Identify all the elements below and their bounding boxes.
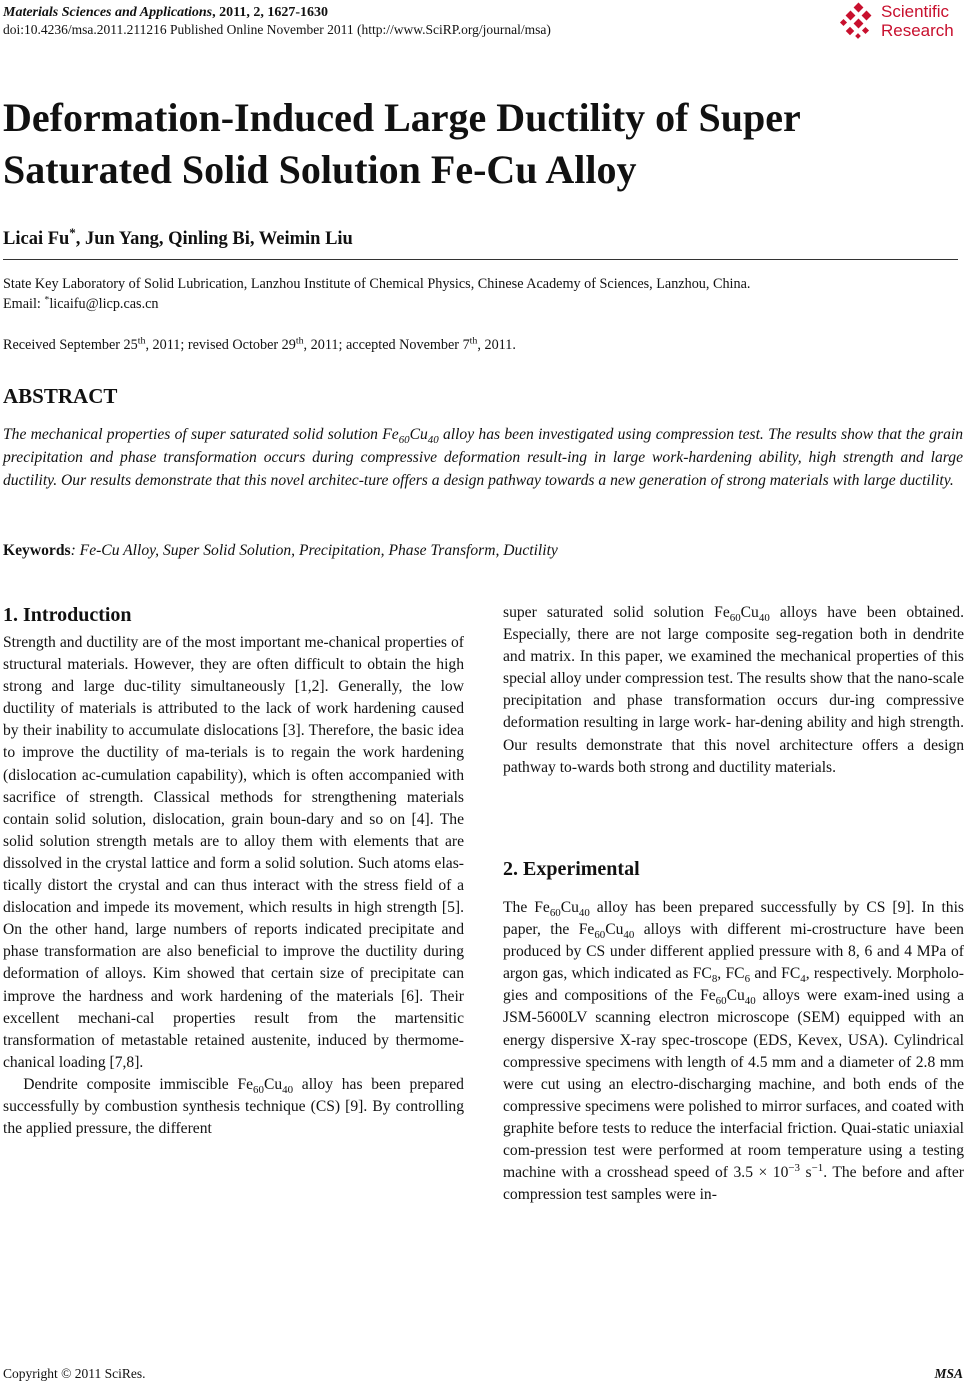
publisher-logo: [839, 2, 963, 42]
logo-wordmark: Scientific Research: [881, 2, 954, 40]
affiliation: State Key Laboratory of Solid Lubrication, Lanzhou Institute of Chemical Physics, Chinese Academy of Sciences, Lanzhou, China. Email: *licaifu@licp.cas.cn: [3, 274, 963, 314]
keywords: Keywords: Fe-Cu Alloy, Super Solid Solution, Precipitation, Phase Transform, Ductility: [3, 542, 558, 559]
intro-paragraph-1: Strength and ductility are of the most important me-chanical properties of structural materials. However, they are often difficult to obtain the high strong and large duc-tility simultaneously [1,2]. Generally, the low ductility of materials is attributed to the lack of work hardening caused by their inability to accumulate dislocations [3]. Therefore, the basic idea to improve the ductility of ma-terials is to regain the work hardening (dislocation ac-cumulation capability), which is often accompanied with sacrifice of strength. Classical methods for strengthening materials contain solid solution, dislocation, grain boun-dary and so on [4]. The solid solution strength metals are to alloy them with elements that are dissolved in the crystal lattice and form a solid solution. Such atoms elas-tically distort the crystal and can thus interact with the stress field of a dislocation and impede its movement, which results in high strength [5]. On the other hand, large numbers of reports indicated precipitate and phase transformation are also beneficial to improve the ductility during deformation of alloys. Kim showed that certain size of precipitate can improve the hardness and work hardening of the materials [6]. Their excellent mechani-cal properties result from the martensitic transformation of metastable retained austenite, induced by thermome-chanical loading [7,8].: [3, 634, 464, 1071]
experimental-paragraph: The $Fe_{60}Cu_{40}$ alloy has been prepared successfully by CS [9]. In this paper, the $Fe_{60}Cu_{40}$ alloys with different mi-crostructure have been produced by CS under different applied pressure with 8, 6 and 4 MPa of argon gas, which indicated as $FC_8$, $FC_6$ and $FC_4$, respectively. Morpholo-gies and compositions of the $Fe_{60}Cu_{40}$ alloys were exam-ined using a JSM-5600LV scanning electron microscope (SEM) equipped with an energy dispersive X-ray spec-troscope (EDS, Kevex, USA). Cylindrical compressive specimens with length of 4.5 mm and a diameter of 2.8 mm were cut using an electro-discharging machine, and both ends of the compressive specimens were polished to mirror surfaces, and coated with graphite before tests to reduce the interfacial friction. Quai-static uniaxial com-pression test were performed at room temperature using a testing machine with a crosshead speed of $3.5 \times 10^{-3}$ $s^{-1}$. The before and after compression test samples were in-: [503, 899, 965, 1204]
footer-copyright: Copyright © 2011 SciRes.: [3, 1366, 146, 1381]
abstract-heading: ABSTRACT: [3, 384, 118, 408]
abstract-text: The mechanical properties of super saturated solid solution $Fe_{60}Cu_{40}$ alloy has been investigated using compression test. The results show that the grain precipitation and phase transformation occurs during compressive deformation result-ing in large work-hardening ability, high strength and large ductility. Our results demonstrate that this novel architec-ture offers a design pathway towards a new generation of strong materials with large ductility.: [3, 426, 964, 489]
section-heading-experimental: 2. Experimental: [503, 858, 640, 880]
title-divider: [3, 259, 958, 260]
email-line: Email: *licaifu@licp.cas.cn: [3, 294, 159, 312]
doi-line: doi:10.4236/msa.2011.211216 Published Online November 2011 (http://www.SciRP.org/journal/msa): [3, 22, 551, 37]
section-heading-introduction: 1. Introduction: [3, 604, 132, 626]
intro-paragraph-continued: super saturated solid solution $Fe_{60}Cu_{40}$ alloys have been obtained. Especially, there are not large composite seg-regation both in dendrite and matrix. In this paper, we examined the mechanical properties of this special alloy under compression test. The results show that the nano-scale precipitation and phase transformation occurs dur-ing compressive deformation resulting in large work- har-dening ability and high strength. Our results demonstrate that this novel architecture offers a design pathway to-wards both strong and ductility materials.: [503, 604, 964, 776]
paper-title: Deformation-Induced Large Ductility of Super Saturated Solid Solution Fe-Cu Alloy: [3, 95, 801, 192]
right-column-intro: [503, 602, 964, 779]
journal-citation: [3, 4, 328, 21]
journal-name: Materials Sciences and Applications: [3, 5, 213, 20]
intro-paragraph-2: Dendrite composite immiscible $Fe_{60}Cu_{40}$ alloy has been prepared successfully by combustion synthesis technique (CS) [9]. By controlling the applied pressure, the different: [3, 1075, 464, 1138]
journal-volume-pages: , 2011, 2, 1627-1630: [212, 5, 328, 20]
author-list: Licai Fu*, Jun Yang, Qinling Bi, Weimin Liu: [3, 224, 353, 249]
footer-journal-abbr: MSA: [934, 1366, 963, 1381]
received-dates: Received September 25th, 2011; revised October 29th, 2011; accepted November 7th, 2011.: [3, 335, 516, 353]
logo-mark-icon: [839, 2, 879, 42]
left-column: [3, 632, 464, 1140]
email-link[interactable]: licaifu@licp.cas.cn: [49, 296, 159, 312]
